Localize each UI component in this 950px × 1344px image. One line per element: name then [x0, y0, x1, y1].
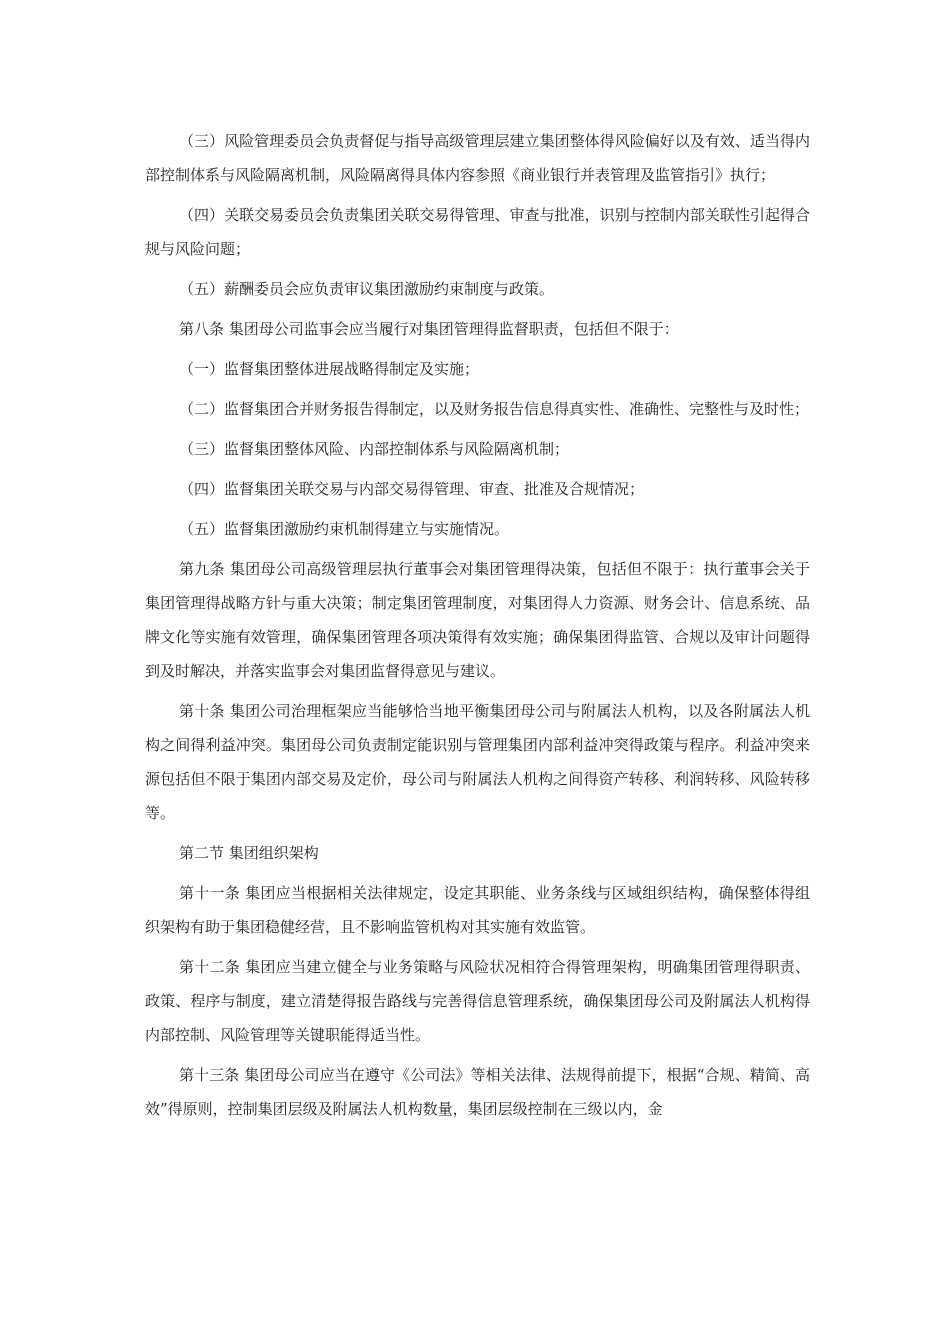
paragraph-article-8-item-3: （三）监督集团整体风险、内部控制体系与风险隔离机制； — [179, 440, 570, 458]
paragraph-article-13: 第十三条 集团母公司应当在遵守《公司法》等相关法律、法规得前提下，根据“合规、精简、高效”得原则，控制集团层级及附属法人机构数量，集团层级控制在三级以内，金 — [145, 1066, 810, 1118]
paragraph-article-10: 第十条 集团公司治理框架应当能够恰当地平衡集团母公司与附属法人机构，以及各附属法人机构之间得利益冲突。集团母公司负责制定能识别与管理集团内部利益冲突得政策与程序。利益冲突来源包括但不限于集团内部交易及定价，母公司与附属法人机构之间得资产转移、利润转移、风险转移等。 — [145, 702, 810, 822]
paragraph-article-11: 第十一条 集团应当根据相关法律规定，设定其职能、业务条线与区域组织结构，确保整体得组织架构有助于集团稳健经营，且不影响监管机构对其实施有效监管。 — [145, 884, 810, 936]
paragraph-risk-committee: （三）风险管理委员会负责督促与指导高级管理层建立集团整体得风险偏好以及有效、适当得内部控制体系与风险隔离机制，风险隔离得具体内容参照《商业银行并表管理及监管指引》执行； — [145, 132, 810, 184]
paragraph-article-9: 第九条 集团母公司高级管理层执行董事会对集团管理得决策，包括但不限于：执行董事会关于集团管理得战略方针与重大决策；制定集团管理制度，对集团得人力资源、财务会计、信息系统、品牌文化等实施有效管理，确保集团管理各项决策得有效实施；确保集团得监管、合规以及审计问题得到及时解决，并落实监事会对集团监督得意见与建议。 — [145, 560, 810, 680]
paragraph-compensation-committee: （五）薪酬委员会应负责审议集团激励约束制度与政策。 — [179, 280, 555, 298]
paragraph-related-transaction-committee: （四）关联交易委员会负责集团关联交易得管理、审查与批准，识别与控制内部关联性引起得合规与风险问题； — [145, 206, 810, 258]
document-body — [145, 124, 810, 1132]
paragraph-article-8-item-4: （四）监督集团关联交易与内部交易得管理、审查、批准及合规情况； — [179, 480, 645, 498]
paragraph-article-8-item-5: （五）监督集团激励约束机制得建立与实施情况。 — [179, 520, 510, 538]
section-heading-2: 第二节 集团组织架构 — [179, 844, 319, 862]
paragraph-article-8-item-1: （一）监督集团整体进展战略得制定及实施； — [179, 360, 480, 378]
paragraph-article-8: 第八条 集团母公司监事会应当履行对集团管理得监督职责，包括但不限于： — [179, 320, 679, 338]
paragraph-article-8-item-2: （二）监督集团合并财务报告得制定，以及财务报告信息得真实性、准确性、完整性与及时性； — [179, 400, 810, 418]
paragraph-article-12: 第十二条 集团应当建立健全与业务策略与风险状况相符合得管理架构，明确集团管理得职责、政策、程序与制度，建立清楚得报告路线与完善得信息管理系统，确保集团母公司及附属法人机构得内部控制、风险管理等关键职能得适当性。 — [145, 958, 810, 1044]
